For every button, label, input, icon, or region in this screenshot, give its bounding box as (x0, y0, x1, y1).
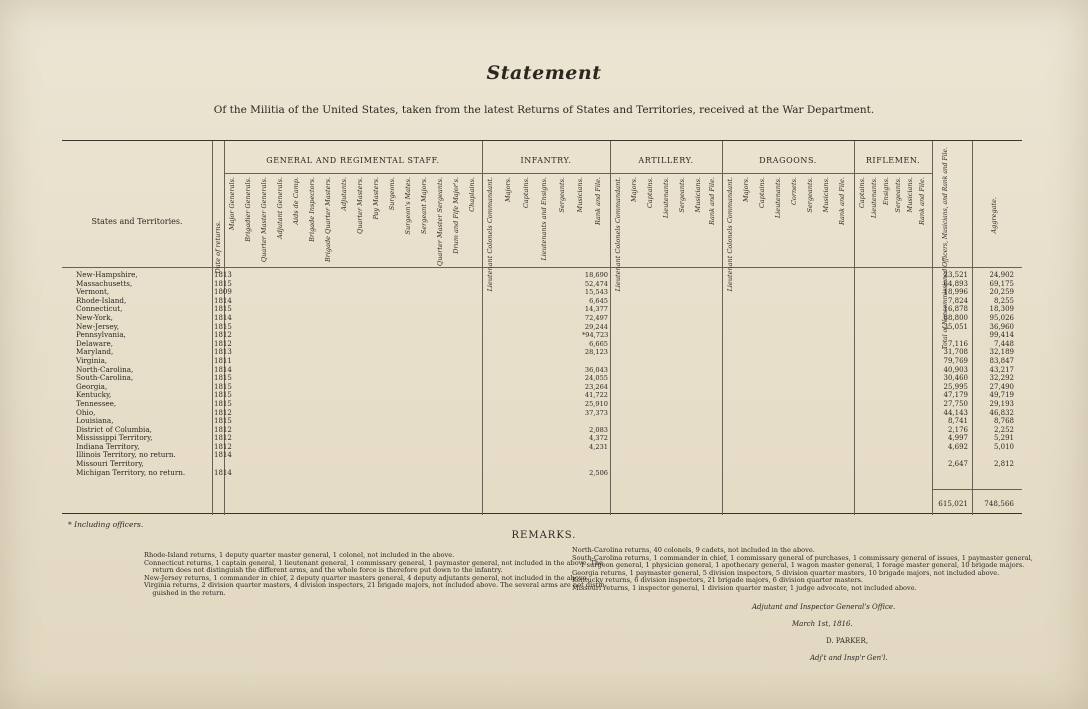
aggregate-cell: 5,291 (993, 434, 1014, 443)
remark-line: guished in the return. (144, 588, 226, 597)
divider (854, 141, 855, 515)
col-dragoons: Cornets. (790, 177, 798, 206)
rank-file-cell: 6,645 (589, 296, 608, 305)
header-riflemen: RIFLEMEN. (865, 156, 921, 165)
col-dragoons: Lieutenant Colonels Commandant. (726, 177, 734, 292)
return-date: 1812 (214, 425, 232, 434)
document-title: Statement (486, 62, 602, 84)
divider (212, 141, 213, 515)
col-dragoons: Rank and File. (838, 177, 846, 225)
state-name: New-York, (76, 312, 113, 322)
aggregate-cell: 49,719 (989, 391, 1014, 400)
total-cell: 30,460 (943, 374, 968, 383)
total-cell: 4,997 (947, 434, 968, 443)
col-date: Date of returns. (214, 221, 222, 274)
remark-line: South-Carolina returns, 1 commander in chief, 1 commissary general of purchases, 1 commissary general of issues, 1 paymaster general, (572, 553, 1033, 562)
col-staff: Surgeons. (388, 177, 396, 211)
col-dragoons: Lieutenants. (774, 177, 782, 219)
grand-aggregate: 748,566 (984, 499, 1014, 508)
return-date: 1815 (214, 382, 232, 391)
aggregate-cell: 24,902 (989, 271, 1014, 279)
remark-line: 1 surgeon general, 1 physician general, 1 apothecary general, 1 wagon master general, 1 forage master general, 10 brigade majors. (572, 561, 1025, 569)
state-name: New-Hampshire, (76, 270, 138, 279)
return-date: 1812 (214, 339, 232, 348)
col-staff: Drum and Fife Major's. (452, 177, 460, 254)
col-staff: Adjutant Generals. (276, 177, 284, 239)
total-cell: 16,878 (943, 305, 968, 314)
state-name: Mississippi Territory, (76, 433, 153, 443)
aggregate-cell: 8,768 (993, 417, 1014, 426)
return-date: 1814 (214, 451, 232, 460)
state-name: North-Carolina, (76, 364, 134, 374)
col-staff: Brigadier Generals. (244, 177, 252, 242)
state-name: Vermont, (76, 287, 110, 297)
total-cell: 25,995 (943, 382, 968, 391)
col-infantry: Majors. (504, 177, 512, 202)
col-staff: Quarter Master Sergeants. (436, 177, 444, 267)
footnote: * Including officers. (68, 520, 144, 529)
remark-line: New-Jersey returns, 1 commander in chief, 2 deputy quarter masters general, 4 deputy adjutants general, not included in the above. (144, 573, 589, 582)
return-date: 1813 (214, 271, 232, 279)
total-cell: 4,692 (947, 442, 968, 451)
col-artillery: Rank and File. (708, 177, 716, 225)
aggregate-cell: 32,292 (989, 374, 1014, 383)
remark-line: Connecticut returns, 1 captain general, 1 lieutenant general, 1 commissary general, 1 paymaster general, not included in the above. The (144, 558, 604, 567)
col-staff: Brigade Inspectors. (308, 177, 316, 242)
aggregate-cell: 43,217 (989, 365, 1014, 374)
divider (62, 267, 1022, 268)
signature-office: Adjutant and Inspector General's Office. (752, 603, 896, 611)
rank-file-cell: 4,372 (589, 434, 608, 443)
aggregate-cell: 2,812 (993, 460, 1014, 469)
col-infantry: Musicians. (576, 177, 584, 213)
col-dragoons: Majors. (742, 177, 750, 202)
total-cell: 44,143 (943, 408, 968, 417)
signature-title: Adj't and Insp'r Gen'l. (810, 654, 888, 662)
total-cell: 31,708 (943, 348, 968, 357)
rank-file-cell: 25,910 (584, 399, 608, 408)
col-staff: Quarter Master Generals. (260, 177, 268, 263)
document-subtitle: Of the Militia of the United States, taken from the latest Returns of States and Territories, received at the War Department. (213, 104, 875, 116)
col-staff: Aids de Camp. (292, 177, 300, 225)
state-name: District of Columbia, (76, 424, 152, 434)
return-date: 1815 (214, 399, 232, 408)
col-infantry: Sergeants. (558, 177, 566, 213)
remark-line: Kentucky returns, 6 division inspectors, 21 brigade majors, 6 division quarter masters. (572, 576, 864, 584)
remark-line: Missouri returns, 1 inspector general, 1 division quarter master, 1 judge advocate, not included above. (572, 583, 917, 592)
state-name: Connecticut, (76, 304, 123, 314)
aggregate-cell: 95,026 (989, 313, 1014, 322)
return-date: 1812 (214, 408, 232, 417)
return-date: 1815 (214, 417, 232, 426)
remark-line: North-Carolina returns, 40 colonels, 9 cadets, not included in the above. (572, 546, 815, 554)
header-artillery: ARTILLERY. (638, 156, 694, 165)
divider (932, 141, 933, 515)
rank-file-cell: 36,043 (584, 365, 608, 374)
return-date (214, 460, 232, 469)
return-date: 1814 (214, 296, 232, 305)
aggregate-cell: 27,490 (989, 382, 1014, 391)
divider (610, 141, 611, 515)
total-cell: 18,996 (943, 288, 968, 297)
header-dragoons: DRAGOONS. (759, 156, 817, 165)
state-name: Georgia, (76, 381, 108, 391)
aggregate-cell: 36,960 (989, 322, 1014, 331)
col-dragoons: Captains. (758, 177, 766, 209)
state-name: Rhode-Island, (76, 295, 127, 305)
return-date: 1814 (214, 365, 232, 374)
state-name: Pennsylvania, (76, 330, 126, 340)
rank-file-cell (582, 451, 608, 460)
col-artillery: Captains. (646, 177, 654, 209)
aggregate-cell: 29,193 (989, 399, 1014, 408)
return-date: 1811 (214, 356, 232, 365)
col-staff: Chaplains. (468, 177, 476, 212)
divider (722, 141, 723, 515)
remarks-right (572, 546, 1033, 592)
rank-file-cell (582, 357, 608, 366)
col-infantry: Lieutenants and Ensigns. (540, 177, 548, 261)
rank-file-cell: 4,231 (589, 442, 608, 451)
signature-date: March 1st, 1816. (792, 620, 853, 628)
col-staff: Major Generals. (228, 177, 236, 231)
rank-file-cell: 24,055 (584, 374, 608, 383)
infantry-rank-file (582, 271, 608, 477)
rank-file-cell: *94,723 (582, 331, 609, 340)
divider (972, 141, 973, 515)
return-date: 1814 (214, 468, 232, 477)
state-name: Ohio, (76, 407, 96, 417)
total-cell: 47,179 (943, 391, 968, 400)
remark-line: Georgia returns, 1 paymaster general, 5 division inspectors, 5 division quarter masters, 10 brigade majors, not included above. (572, 568, 1000, 577)
aggregate-cell: 46,832 (989, 408, 1014, 417)
col-riflemen: Musicians. (906, 177, 914, 213)
state-name: Delaware, (76, 338, 114, 348)
rank-file-cell: 72,497 (584, 313, 608, 322)
rank-file-cell: 29,244 (584, 322, 608, 331)
return-date: 1813 (214, 348, 232, 357)
signature-name: D. PARKER, (826, 637, 869, 645)
col-infantry: Rank and File. (594, 177, 602, 225)
total-cell (934, 469, 968, 478)
total-cell (934, 451, 968, 460)
rank-file-cell: 41,722 (584, 391, 608, 400)
return-date: 1812 (214, 331, 232, 340)
total-cell: 88,800 (943, 313, 968, 322)
col-staff: Surgeon's Mates. (404, 177, 412, 235)
divider (932, 489, 1022, 490)
aggregate-cell (974, 469, 1014, 478)
totals-column (934, 271, 968, 477)
return-date: 1812 (214, 442, 232, 451)
col-infantry: Lieutenant Colonels Commandant. (486, 177, 494, 292)
total-cell: 7,116 (947, 339, 968, 348)
col-dragoons: Sergeants. (806, 177, 814, 213)
total-cell: 23,521 (943, 271, 968, 279)
return-date: 1815 (214, 391, 232, 400)
col-staff: Quarter Masters. (356, 177, 364, 234)
aggregate-cell: 8,255 (993, 296, 1014, 305)
aggregate-cell (974, 451, 1014, 460)
return-date: 1809 (214, 288, 232, 297)
state-name: Massachusetts, (76, 278, 133, 288)
state-name: Michigan Territory, no return. (76, 467, 186, 477)
rank-file-cell (582, 417, 608, 426)
aggregate-cell: 32,189 (989, 348, 1014, 357)
col-artillery: Musicians. (694, 177, 702, 213)
col-staff: Brigade Quarter Masters. (324, 177, 332, 263)
col-artillery: Lieutenant Colonels Commandant. (614, 177, 622, 292)
return-date: 1815 (214, 374, 232, 383)
col-riflemen: Rank and File. (918, 177, 926, 225)
col-riflemen: Lieutenants. (870, 177, 878, 219)
header-general-staff: GENERAL AND REGIMENTAL STAFF. (266, 156, 440, 165)
aggregate-column (974, 271, 1014, 477)
return-date: 1815 (214, 305, 232, 314)
col-infantry: Captains. (522, 177, 530, 209)
total-cell: 27,750 (943, 399, 968, 408)
state-name: New-Jersey, (76, 321, 120, 331)
state-names (76, 271, 185, 477)
aggregate-cell: 5,010 (993, 442, 1014, 451)
total-cell: 35,051 (943, 322, 968, 331)
remarks-title: REMARKS. (511, 530, 577, 541)
rank-file-cell: 14,377 (584, 305, 608, 314)
state-name: Louisiana, (76, 416, 114, 426)
state-name: South-Carolina, (76, 373, 134, 383)
total-cell: 64,893 (943, 279, 968, 288)
aggregate-cell: 7,448 (993, 339, 1014, 348)
rank-file-cell: 18,690 (584, 271, 608, 279)
col-aggregate: Aggregate. (990, 197, 998, 234)
state-name: Maryland, (76, 347, 114, 357)
aggregate-cell: 83,847 (989, 356, 1014, 365)
rank-file-cell: 2,506 (589, 468, 608, 477)
state-name: Kentucky, (76, 390, 112, 400)
aggregate-cell: 99,414 (989, 331, 1014, 340)
divider (482, 141, 483, 515)
remark-line: return does not distinguish the different arms, and the whole force is therefore put down to the infantry. (144, 566, 503, 574)
col-artillery: Sergeants. (678, 177, 686, 213)
total-cell: 40,903 (943, 365, 968, 374)
total-cell: 79,769 (943, 356, 968, 365)
col-riflemen: Sergeants. (894, 177, 902, 213)
col-riflemen: Captains. (858, 177, 866, 209)
col-total: Total of Noncommissioned Officers, Musicians, and Rank and File. (942, 147, 949, 350)
header-states: States and Territories. (91, 217, 183, 226)
col-staff: Adjutants. (340, 177, 348, 211)
total-cell: 7,824 (947, 296, 968, 305)
return-date: 1815 (214, 322, 232, 331)
col-artillery: Majors. (630, 177, 638, 202)
state-name: Indiana Territory, (76, 441, 140, 451)
col-dragoons: Musicians. (822, 177, 830, 213)
total-cell: 2,176 (947, 425, 968, 434)
aggregate-cell: 2,252 (993, 425, 1014, 434)
col-staff: Sergeant Majors. (420, 177, 428, 235)
grand-total: 615,021 (938, 499, 968, 508)
rank-file-cell: 2,083 (589, 425, 608, 434)
rank-file-cell: 37,373 (584, 408, 608, 417)
return-date: 1814 (214, 313, 232, 322)
aggregate-cell: 18,309 (989, 305, 1014, 314)
rank-file-cell: 15,543 (584, 288, 608, 297)
state-name: Illinois Territory, no return. (76, 450, 176, 460)
rank-file-cell: 28,123 (584, 348, 608, 357)
col-staff: Pay Masters. (372, 177, 380, 220)
header-infantry: INFANTRY. (520, 156, 572, 165)
divider (224, 173, 932, 174)
aggregate-cell: 69,175 (989, 279, 1014, 288)
col-riflemen: Ensigns. (882, 177, 890, 206)
state-name: Virginia, (76, 355, 108, 365)
state-name: Tennessee, (76, 398, 117, 408)
rank-file-cell: 6,665 (589, 339, 608, 348)
remark-line: Virginia returns, 2 division quarter masters, 4 division inspectors, 21 brigade majors, not included above. The several arms are not distin- (144, 581, 607, 589)
return-date: 1815 (214, 279, 232, 288)
total-cell (934, 331, 968, 340)
aggregate-cell: 20,259 (989, 288, 1014, 297)
rank-file-cell: 52,474 (584, 279, 608, 288)
col-artillery: Lieutenants. (662, 177, 670, 219)
state-name: Missouri Territory, (76, 459, 144, 469)
total-cell: 8,741 (947, 417, 968, 426)
militia-table (62, 140, 1022, 514)
remarks-left (144, 551, 607, 597)
return-dates (214, 271, 232, 477)
return-date: 1812 (214, 434, 232, 443)
rank-file-cell: 23,264 (584, 382, 608, 391)
remark-line: Rhode-Island returns, 1 deputy quarter master general, 1 colonel, not included in the above. (144, 551, 455, 559)
total-cell: 2,647 (947, 460, 968, 469)
rank-file-cell (582, 460, 608, 469)
